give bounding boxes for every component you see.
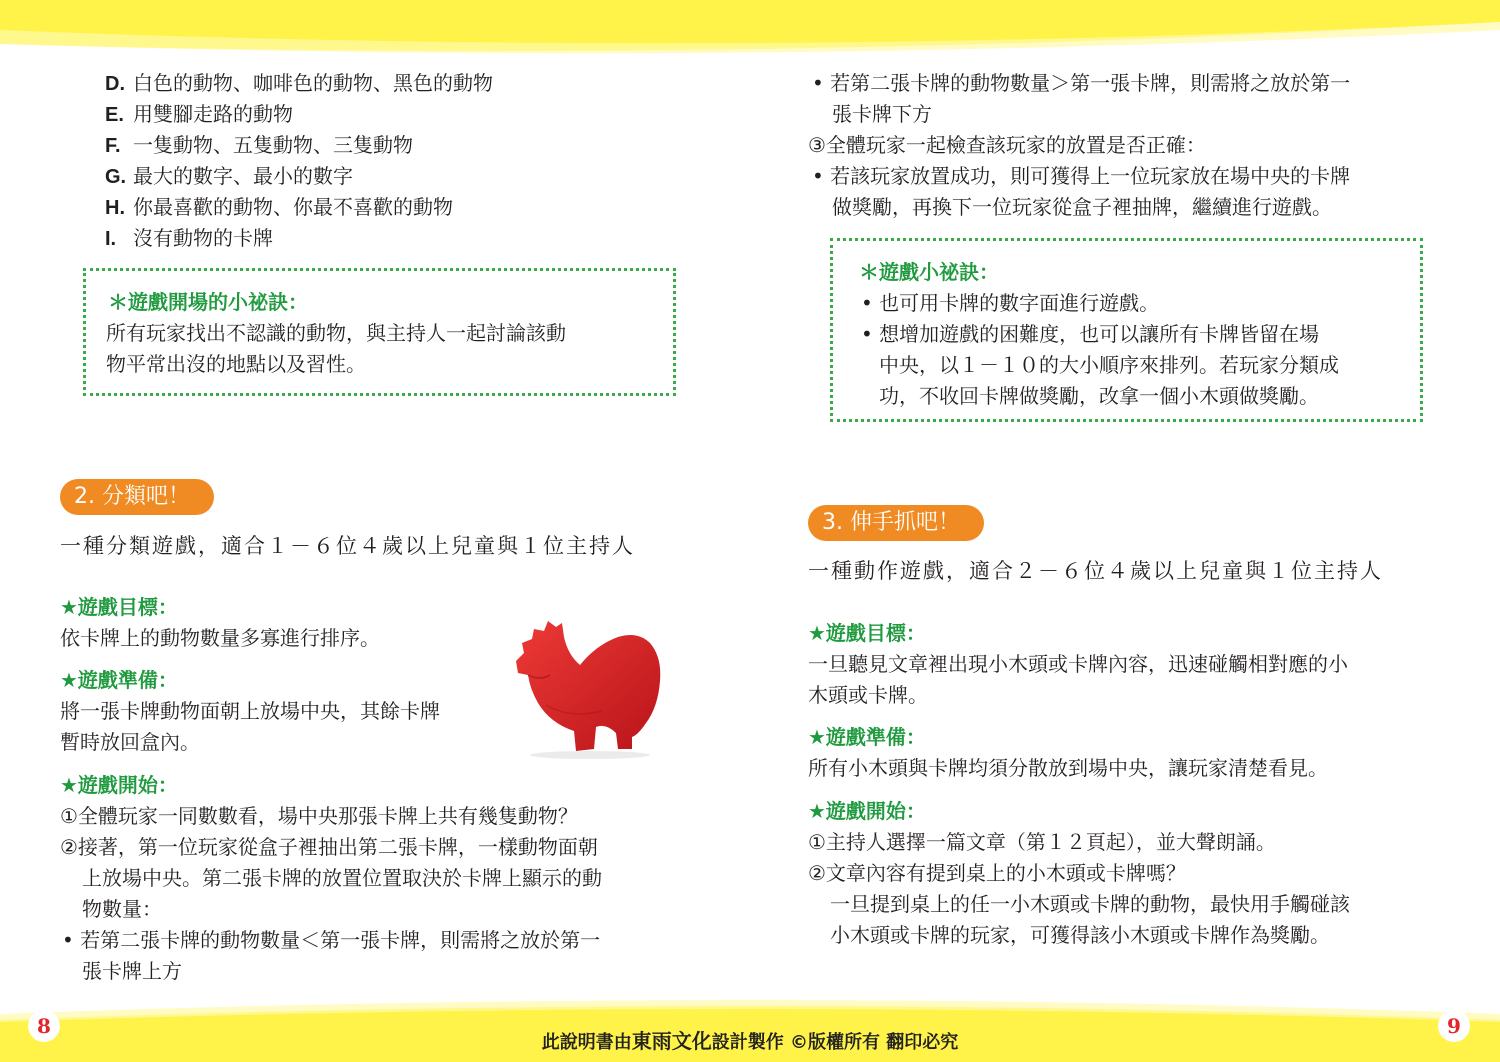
section-subtitle-grab: 一種動作遊戲，適合２－６位４歲以上兒童與１位主持人	[808, 559, 1383, 583]
goal-heading: ★遊戲目標：	[60, 595, 178, 619]
game-tip-title: ＊遊戲小祕訣：	[859, 260, 999, 284]
start-line: 張卡牌上方	[82, 959, 182, 983]
rule-line: 張卡牌下方	[832, 102, 932, 126]
start-line: ②文章內容有提到桌上的小木頭或卡牌嗎？	[808, 861, 1186, 885]
prep-heading: ★遊戲準備：	[808, 725, 926, 749]
start-line: 一旦提到桌上的任一小木頭或卡牌的動物，最快用手觸碰該	[830, 892, 1350, 916]
category-item: E. 用雙腳走路的動物	[105, 102, 293, 126]
prep-heading: ★遊戲準備：	[60, 668, 178, 692]
start-line: ①主持人選擇一篇文章（第１２頁起），並大聲朗誦。	[808, 830, 1276, 854]
start-line: 上放場中央。第二張卡牌的放置位置取決於卡牌上顯示的動	[82, 866, 602, 890]
goal-heading: ★遊戲目標：	[808, 621, 926, 645]
top-yellow-band	[0, 0, 1500, 60]
goal-line: 木頭或卡牌。	[808, 683, 928, 707]
opening-tip-line: 物平常出沒的地點以及習性。	[106, 352, 366, 376]
page-number-left: 8	[28, 1010, 60, 1042]
category-item: G. 最大的數字、最小的數字	[105, 164, 353, 188]
start-line: • 若第二張卡牌的動物數量＜第一張卡牌，則需將之放於第一	[62, 928, 601, 952]
category-item: D. 白色的動物、咖啡色的動物、黑色的動物	[105, 71, 493, 95]
prep-text: 所有小木頭與卡牌均須分散放到場中央，讓玩家清楚看見。	[808, 756, 1328, 780]
prep-line: 暫時放回盒內。	[60, 730, 200, 754]
goal-line: 一旦聽見文章裡出現小木頭或卡牌內容，迅速碰觸相對應的小	[808, 652, 1348, 676]
opening-tip-line: 所有玩家找出不認識的動物，與主持人一起討論該動	[106, 321, 566, 345]
opening-tip-title: ＊遊戲開場的小祕訣：	[108, 290, 308, 314]
start-line: ②接著，第一位玩家從盒子裡抽出第二張卡牌，一樣動物面朝	[60, 835, 598, 859]
game-tip-box	[830, 238, 1423, 422]
category-item: I. 沒有動物的卡牌	[105, 226, 273, 250]
section-subtitle-sort: 一種分類遊戲，適合１－６位４歲以上兒童與１位主持人	[60, 534, 635, 558]
goal-text: 依卡牌上的動物數量多寡進行排序。	[60, 626, 380, 650]
start-heading: ★遊戲開始：	[60, 773, 178, 797]
category-item: H. 你最喜歡的動物、你最不喜歡的動物	[105, 195, 453, 219]
start-line: 物數量：	[82, 897, 162, 921]
section-pill-grab: 3. 伸手抓吧！	[808, 505, 984, 541]
start-heading: ★遊戲開始：	[808, 799, 926, 823]
rule-line: • 若第二張卡牌的動物數量＞第一張卡牌，則需將之放於第一	[812, 71, 1351, 95]
rule-line: • 若該玩家放置成功，則可獲得上一位玩家放在場中央的卡牌	[812, 164, 1351, 188]
red-wooden-rooster-image	[510, 615, 675, 760]
start-line: 小木頭或卡牌的玩家，可獲得該小木頭或卡牌作為獎勵。	[830, 923, 1330, 947]
game-tip-line: • 也可用卡牌的數字面進行遊戲。	[861, 291, 1160, 315]
section-pill-sort: 2. 分類吧！	[60, 479, 214, 515]
copyright-footer: 此說明書由東雨文化設計製作 ©版權所有 翻印必究	[541, 1029, 959, 1053]
prep-line: 將一張卡牌動物面朝上放場中央，其餘卡牌	[60, 699, 440, 723]
opening-tip-box	[83, 268, 676, 396]
rule-line: ③全體玩家一起檢查該玩家的放置是否正確：	[808, 133, 1206, 157]
brand-name: 東雨文化	[631, 1029, 712, 1053]
rule-line: 做獎勵，再換下一位玩家從盒子裡抽牌，繼續進行遊戲。	[832, 195, 1332, 219]
page-number-right: 9	[1438, 1010, 1470, 1042]
game-tip-line: 中央，以１－１０的大小順序來排列。若玩家分類成	[879, 353, 1339, 377]
game-tip-line: 功，不收回卡牌做獎勵，改拿一個小木頭做獎勵。	[879, 384, 1319, 408]
category-item: F. 一隻動物、五隻動物、三隻動物	[105, 133, 413, 157]
start-line: ①全體玩家一同數數看，場中央那張卡牌上共有幾隻動物？	[60, 804, 578, 828]
game-tip-line: • 想增加遊戲的困難度，也可以讓所有卡牌皆留在場	[861, 322, 1320, 346]
